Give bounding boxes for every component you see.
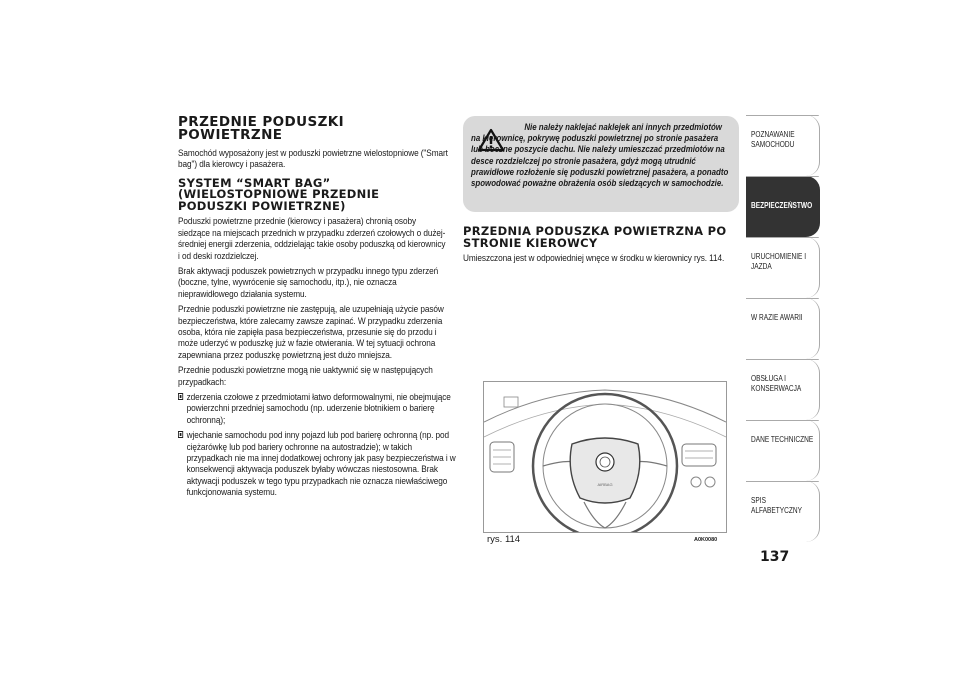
right-column xyxy=(463,116,739,268)
figure-caption: rys. 114 xyxy=(487,534,521,545)
tab-obsluga-i-konserwacja[interactable] xyxy=(746,359,820,420)
intro-paragraph: Samochód wyposażony jest w poduszki powietrzne wielostopniowe ("Smart bag") dla kierowcy i pasażera. xyxy=(178,148,448,171)
page-title: PRZEDNIE PODUSZKI POWIETRZNE xyxy=(178,114,345,143)
svg-text:AIRBAG: AIRBAG xyxy=(597,482,613,487)
list-item xyxy=(178,392,458,426)
tab-spis-alfabetyczny[interactable] xyxy=(746,481,820,542)
tab-label: BEZPIECZEŃSTWO xyxy=(751,201,813,210)
warning-box xyxy=(463,116,739,212)
paragraph: Brak aktywacji poduszek powietrznych w przypadku innego typu zderzeń (boczne, tylne, wywrócenie się samochodu, itp.), nie oznacza nieprawidłowego działania systemu. xyxy=(178,265,439,300)
tab-label: DANE TECHNICZNE xyxy=(751,435,814,444)
driver-airbag-text: Umieszczona jest w odpowiedniej wnęce w środku w kierownicy rys. 114. xyxy=(463,253,725,264)
tab-label: SPIS ALFABETYCZNY xyxy=(751,496,803,515)
tab-dane-techniczne[interactable] xyxy=(746,420,820,481)
warning-text: Nie należy naklejać naklejek ani innych przedmiotów na kierownicę, pokrywę poduszki powietrznej po stronie pasażera lub boczne poszycie dachu. Nie należy umieszczać przedmiotów na desce rozdzielczej po stronie pasażera, gdyż mogą utrudnić prawidłowe rozłożenie się poduszki powietrznej pasażera, a ponadto spowodować poważne obrażenia osób siedzących w samochodzie. xyxy=(471,122,729,189)
tab-label: POZNAWANIE SAMOCHODU xyxy=(751,130,795,149)
steering-wheel-figure xyxy=(483,381,727,533)
tab-label: W RAZIE AWARII xyxy=(751,313,803,322)
list-item-text: zderzenia czołowe z przedmiotami łatwo deformowalnymi, nie obejmujące powierzchni przedniej samochodu (np. uderzenie błotnikiem o barierę ochronną); xyxy=(186,392,451,426)
paragraph: Poduszki powietrzne przednie (kierowcy i pasażera) chronią osoby siedzące na miejscach przednich w przypadku zderzeń czołowych o dużej-średniej energii zderzenia, oddzielając takie osoby poduszką od kierownicy i od deski rozdzielczej. xyxy=(178,216,446,262)
figure-code: A0K0080 xyxy=(694,537,718,543)
tab-poznawanie-samochodu[interactable] xyxy=(746,115,820,176)
tab-bezpieczenstwo[interactable] xyxy=(746,176,820,237)
chapter-tabs xyxy=(746,115,820,542)
list-item xyxy=(178,430,458,498)
steering-wheel-illustration xyxy=(484,382,726,532)
list-item-text: wjechanie samochodu pod inny pojazd lub pod barierę ochronną (np. pod ciężarówkę lub pod bariery ochronne na autostradzie); w takich przypadkach nie ma innej dodatkowej ochrony jak pasy bezpieczeństwa i w konsekwencji aktywacja poduszek byłaby wówczas niestosowna. Brak aktywacji poduszek w tego typu przypadkach nie oznacza niewłaściwego funkcjonowania systemu. xyxy=(186,430,456,499)
tab-uruchomienie-i-jazda[interactable] xyxy=(746,237,820,298)
tab-label: URUCHOMIENIE I JAZDA xyxy=(751,252,807,271)
section-title-smart-bag: SYSTEM “SMART BAG” (WIELOSTOPNIOWE PRZEDNIE PODUSZKI POWIETRZNE) xyxy=(178,175,380,213)
checkbox-bullet-icon xyxy=(178,431,183,438)
section-title-driver-airbag: PRZEDNIA PODUSZKA POWIETRZNA PO STRONIE KIEROWCY xyxy=(463,224,727,250)
tab-w-razie-awarii[interactable] xyxy=(746,298,820,359)
left-column xyxy=(178,114,456,503)
page-number: 137 xyxy=(760,549,790,565)
paragraph: Przednie poduszki powietrzne mogą nie uaktywnić się w następujących przypadkach: xyxy=(178,365,433,388)
paragraph: Przednie poduszki powietrzne nie zastępują, ale uzupełniają użycie pasów bezpieczeństwa, które zalecamy zawsze zapinać. W przypadku zderzenia osoba, która nie zapięła pasa bezpieczeństwa, przesunie się do przodu i może uderzyć w poduszkę już w fazie otwierania. W tej sytuacji ochrona zapewniana przez poduszkę powietrzną jest dużo mniejsza. xyxy=(178,304,444,361)
tab-label: OBSŁUGA I KONSERWACJA xyxy=(751,374,802,393)
checkbox-bullet-icon xyxy=(178,393,183,400)
bullet-list xyxy=(178,392,456,499)
